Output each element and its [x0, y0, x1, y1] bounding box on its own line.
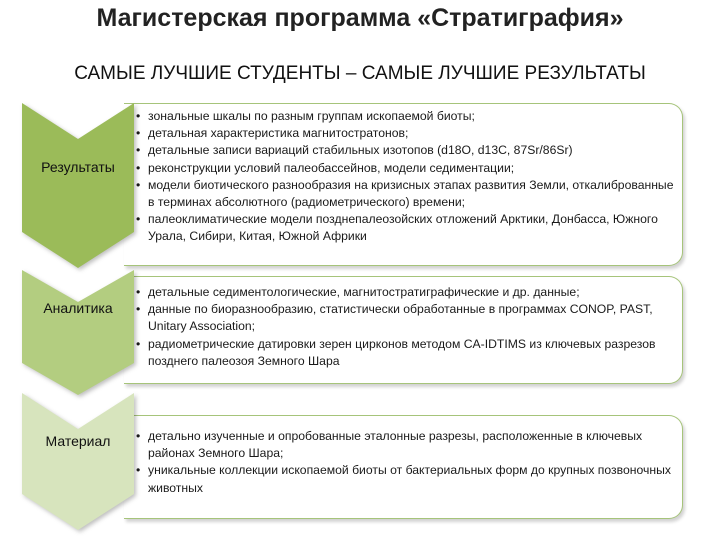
- list-item: • детальная характеристика магнитостратонов;: [136, 125, 676, 142]
- list-item: • радиометрические датировки зерен цирконов методом CA-IDTIMS из ключевых разрезов позднего палеозоя Земного Шара: [136, 336, 676, 370]
- list-item: • детальные седиментологические, магнитостратиграфические и др. данные;: [136, 284, 676, 301]
- section-analytics: [0, 270, 720, 395]
- chevron-shape: [22, 270, 134, 395]
- list-item: • детальные записи вариаций стабильных изотопов (d18O, d13C, 87Sr/86Sr): [136, 142, 676, 159]
- chevron-shape: [22, 103, 134, 268]
- material-label: Материал: [45, 433, 111, 449]
- analytics-list: [136, 284, 676, 370]
- list-item: • реконструкции условий палеобассейнов, модели седиментации;: [136, 160, 676, 177]
- list-item: • модели биотического разнообразия на кризисных этапах развития Земли, откалиброванные в терминах абсолютного (радиометрического) времени;: [136, 177, 676, 211]
- results-chevron: [22, 103, 134, 268]
- analytics-panel: [124, 276, 683, 384]
- list-item: • зональные шкалы по разным группам ископаемой биоты;: [136, 108, 676, 125]
- results-list: [136, 108, 676, 246]
- slide-title: Магистерская программа «Стратиграфия»: [96, 4, 624, 32]
- list-item: • уникальные коллекции ископаемой биоты от бактериальных форм до крупных позвоночных животных: [136, 462, 676, 496]
- analytics-chevron: [22, 270, 134, 395]
- results-panel: [124, 103, 683, 266]
- chevron-shape: [22, 393, 134, 530]
- material-panel: [124, 415, 683, 519]
- section-results: [0, 103, 720, 268]
- section-material: [0, 393, 720, 530]
- material-list: [136, 428, 676, 497]
- slide-subtitle: САМЫЕ ЛУЧШИЕ СТУДЕНТЫ – САМЫЕ ЛУЧШИЕ РЕЗУЛЬТАТЫ: [74, 63, 646, 84]
- results-label: Результаты: [41, 159, 115, 175]
- list-item: • данные по биоразнообразию, статистически обработанные в программах CONOP, PAST, Unitary Association;: [136, 301, 676, 335]
- list-item: • детально изученные и опробованные эталонные разрезы, расположенные в ключевых районах Земного Шара;: [136, 428, 676, 462]
- list-item: • палеоклиматические модели позднепалеозойских отложений Арктики, Донбасса, Южного Урала, Сибири, Китая, Южной Африки: [136, 211, 676, 245]
- analytics-label: Аналитика: [43, 300, 113, 316]
- material-chevron: [22, 393, 134, 530]
